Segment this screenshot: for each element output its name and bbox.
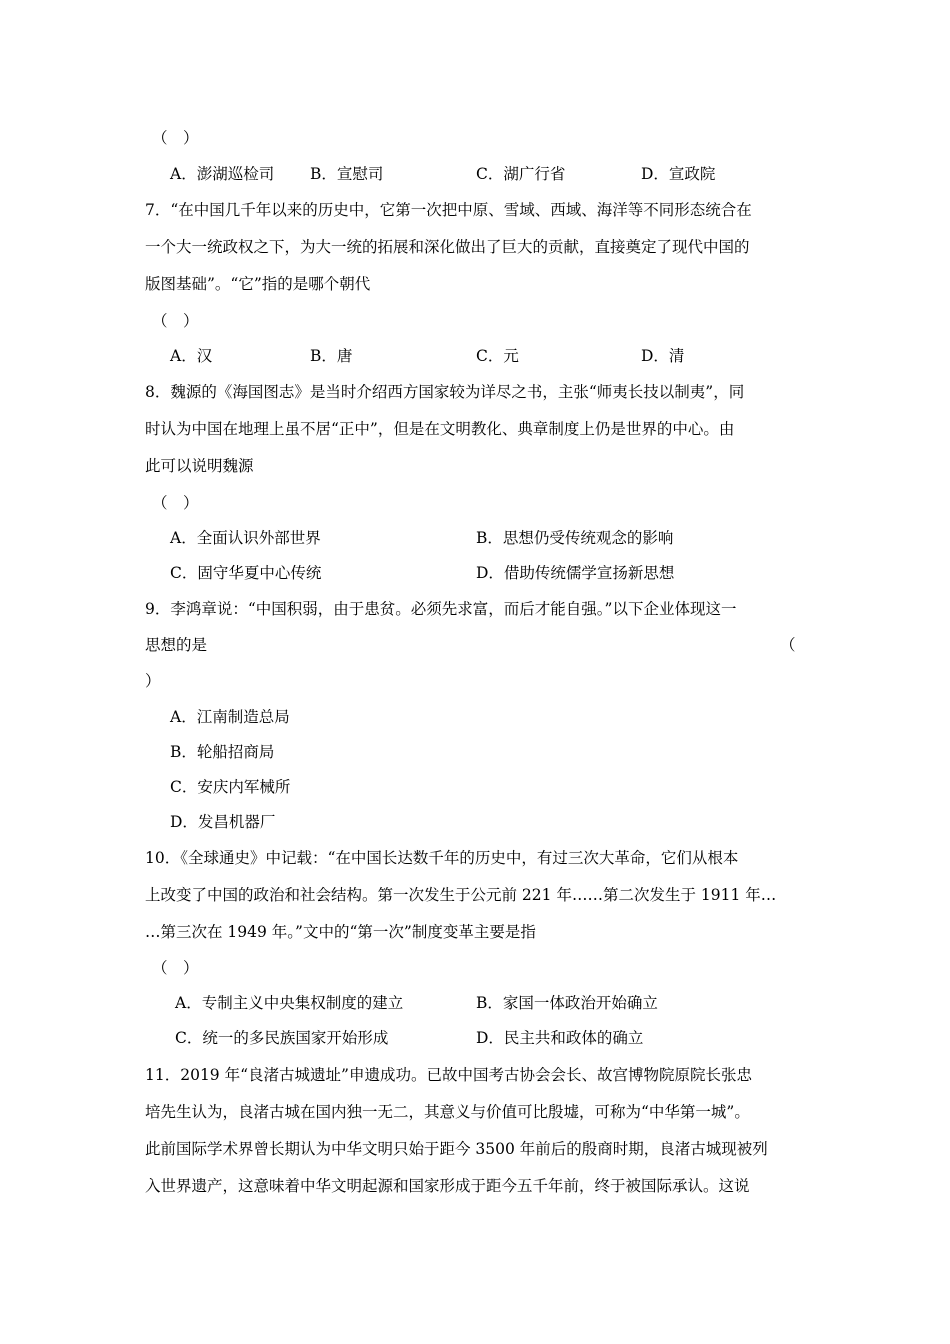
q9-option-c: C．安庆内军械所 bbox=[170, 778, 291, 796]
q10-stem-line: 10．《全球通史》中记载：“在中国长达数千年的历史中，有过三次大革命，它们从根本 bbox=[145, 849, 739, 867]
q8-answer-paren: （ ） bbox=[152, 494, 199, 512]
q9-stem-line: 9．李鸿章说：“中国积弱，由于患贫。必须先求富，而后才能自强。”以下企业体现这一 bbox=[145, 600, 737, 618]
q10-stem-line: …第三次在 1949 年。”文中的“第一次”制度变革主要是指 bbox=[145, 923, 536, 941]
q6-option-d: D．宣政院 bbox=[641, 165, 716, 183]
q7-stem-line: 一个大一统政权之下，为大一统的拓展和深化做出了巨大的贡献，直接奠定了现代中国的 bbox=[145, 238, 750, 256]
q10-stem-line: 上改变了中国的政治和社会结构。第一次发生于公元前 221 年……第二次发生于 1911 年… bbox=[145, 886, 777, 904]
q10-option-d: D．民主共和政体的确立 bbox=[476, 1029, 644, 1047]
q11-stem-line: 入世界遗产，这意味着中华文明起源和国家形成于距今五千年前，终于被国际承认。这说 bbox=[145, 1177, 750, 1195]
q9-option-a: A．江南制造总局 bbox=[170, 708, 290, 726]
q6-option-c: C．湖广行省 bbox=[476, 165, 566, 183]
q7-answer-paren: （ ） bbox=[152, 312, 199, 330]
q8-stem-line: 时认为中国在地理上虽不居“正中”，但是在文明教化、典章制度上仍是世界的中心。由 bbox=[145, 420, 735, 438]
q7-option-d: D．清 bbox=[641, 347, 685, 365]
q10-answer-paren: （ ） bbox=[152, 959, 199, 977]
q11-stem-line: 此前国际学术界曾长期认为中华文明只始于距今 3500 年前后的殷商时期，良渚古城现被列 bbox=[145, 1140, 768, 1158]
q7-option-b: B．唐 bbox=[310, 347, 353, 365]
q7-stem-line: 版图基础”。“它”指的是哪个朝代 bbox=[145, 275, 371, 293]
q8-option-a: A．全面认识外部世界 bbox=[170, 529, 321, 547]
q11-stem-line: 培先生认为，良渚古城在国内独一无二，其意义与价值可比殷墟，可称为“中华第一城”。 bbox=[145, 1103, 750, 1121]
q6-option-a: A．澎湖巡检司 bbox=[170, 165, 275, 183]
q7-option-a: A．汉 bbox=[170, 347, 213, 365]
q6-answer-paren: （ ） bbox=[152, 129, 199, 147]
q8-option-d: D．借助传统儒学宣扬新思想 bbox=[476, 564, 675, 582]
q8-stem-line: 8．魏源的《海国图志》是当时介绍西方国家较为详尽之书，主张“师夷长技以制夷”，同 bbox=[145, 383, 745, 401]
q10-option-a: A．专制主义中央集权制度的建立 bbox=[175, 994, 404, 1012]
q9-stem-line: 思想的是 bbox=[145, 636, 208, 654]
q6-option-b: B．宣慰司 bbox=[310, 165, 384, 183]
q8-option-b: B．思想仍受传统观念的影响 bbox=[476, 529, 674, 547]
q9-option-b: B．轮船招商局 bbox=[170, 743, 275, 761]
q7-option-c: C．元 bbox=[476, 347, 519, 365]
q9-answer-paren-close: ） bbox=[145, 672, 161, 690]
q7-stem-line: 7．“在中国几千年以来的历史中，它第一次把中原、雪域、西域、海洋等不同形态统合在 bbox=[145, 201, 752, 219]
q10-option-b: B．家国一体政治开始确立 bbox=[476, 994, 658, 1012]
q8-stem-line: 此可以说明魏源 bbox=[145, 457, 254, 475]
q9-option-d: D．发昌机器厂 bbox=[170, 813, 276, 831]
q11-stem-line: 11．2019 年“良渚古城遗址”申遗成功。已故中国考古协会会长、故宫博物院原院长张忠 bbox=[145, 1066, 752, 1084]
q8-option-c: C．固守华夏中心传统 bbox=[170, 564, 322, 582]
q10-option-c: C．统一的多民族国家开始形成 bbox=[175, 1029, 389, 1047]
q9-answer-paren-open: （ bbox=[780, 636, 796, 654]
